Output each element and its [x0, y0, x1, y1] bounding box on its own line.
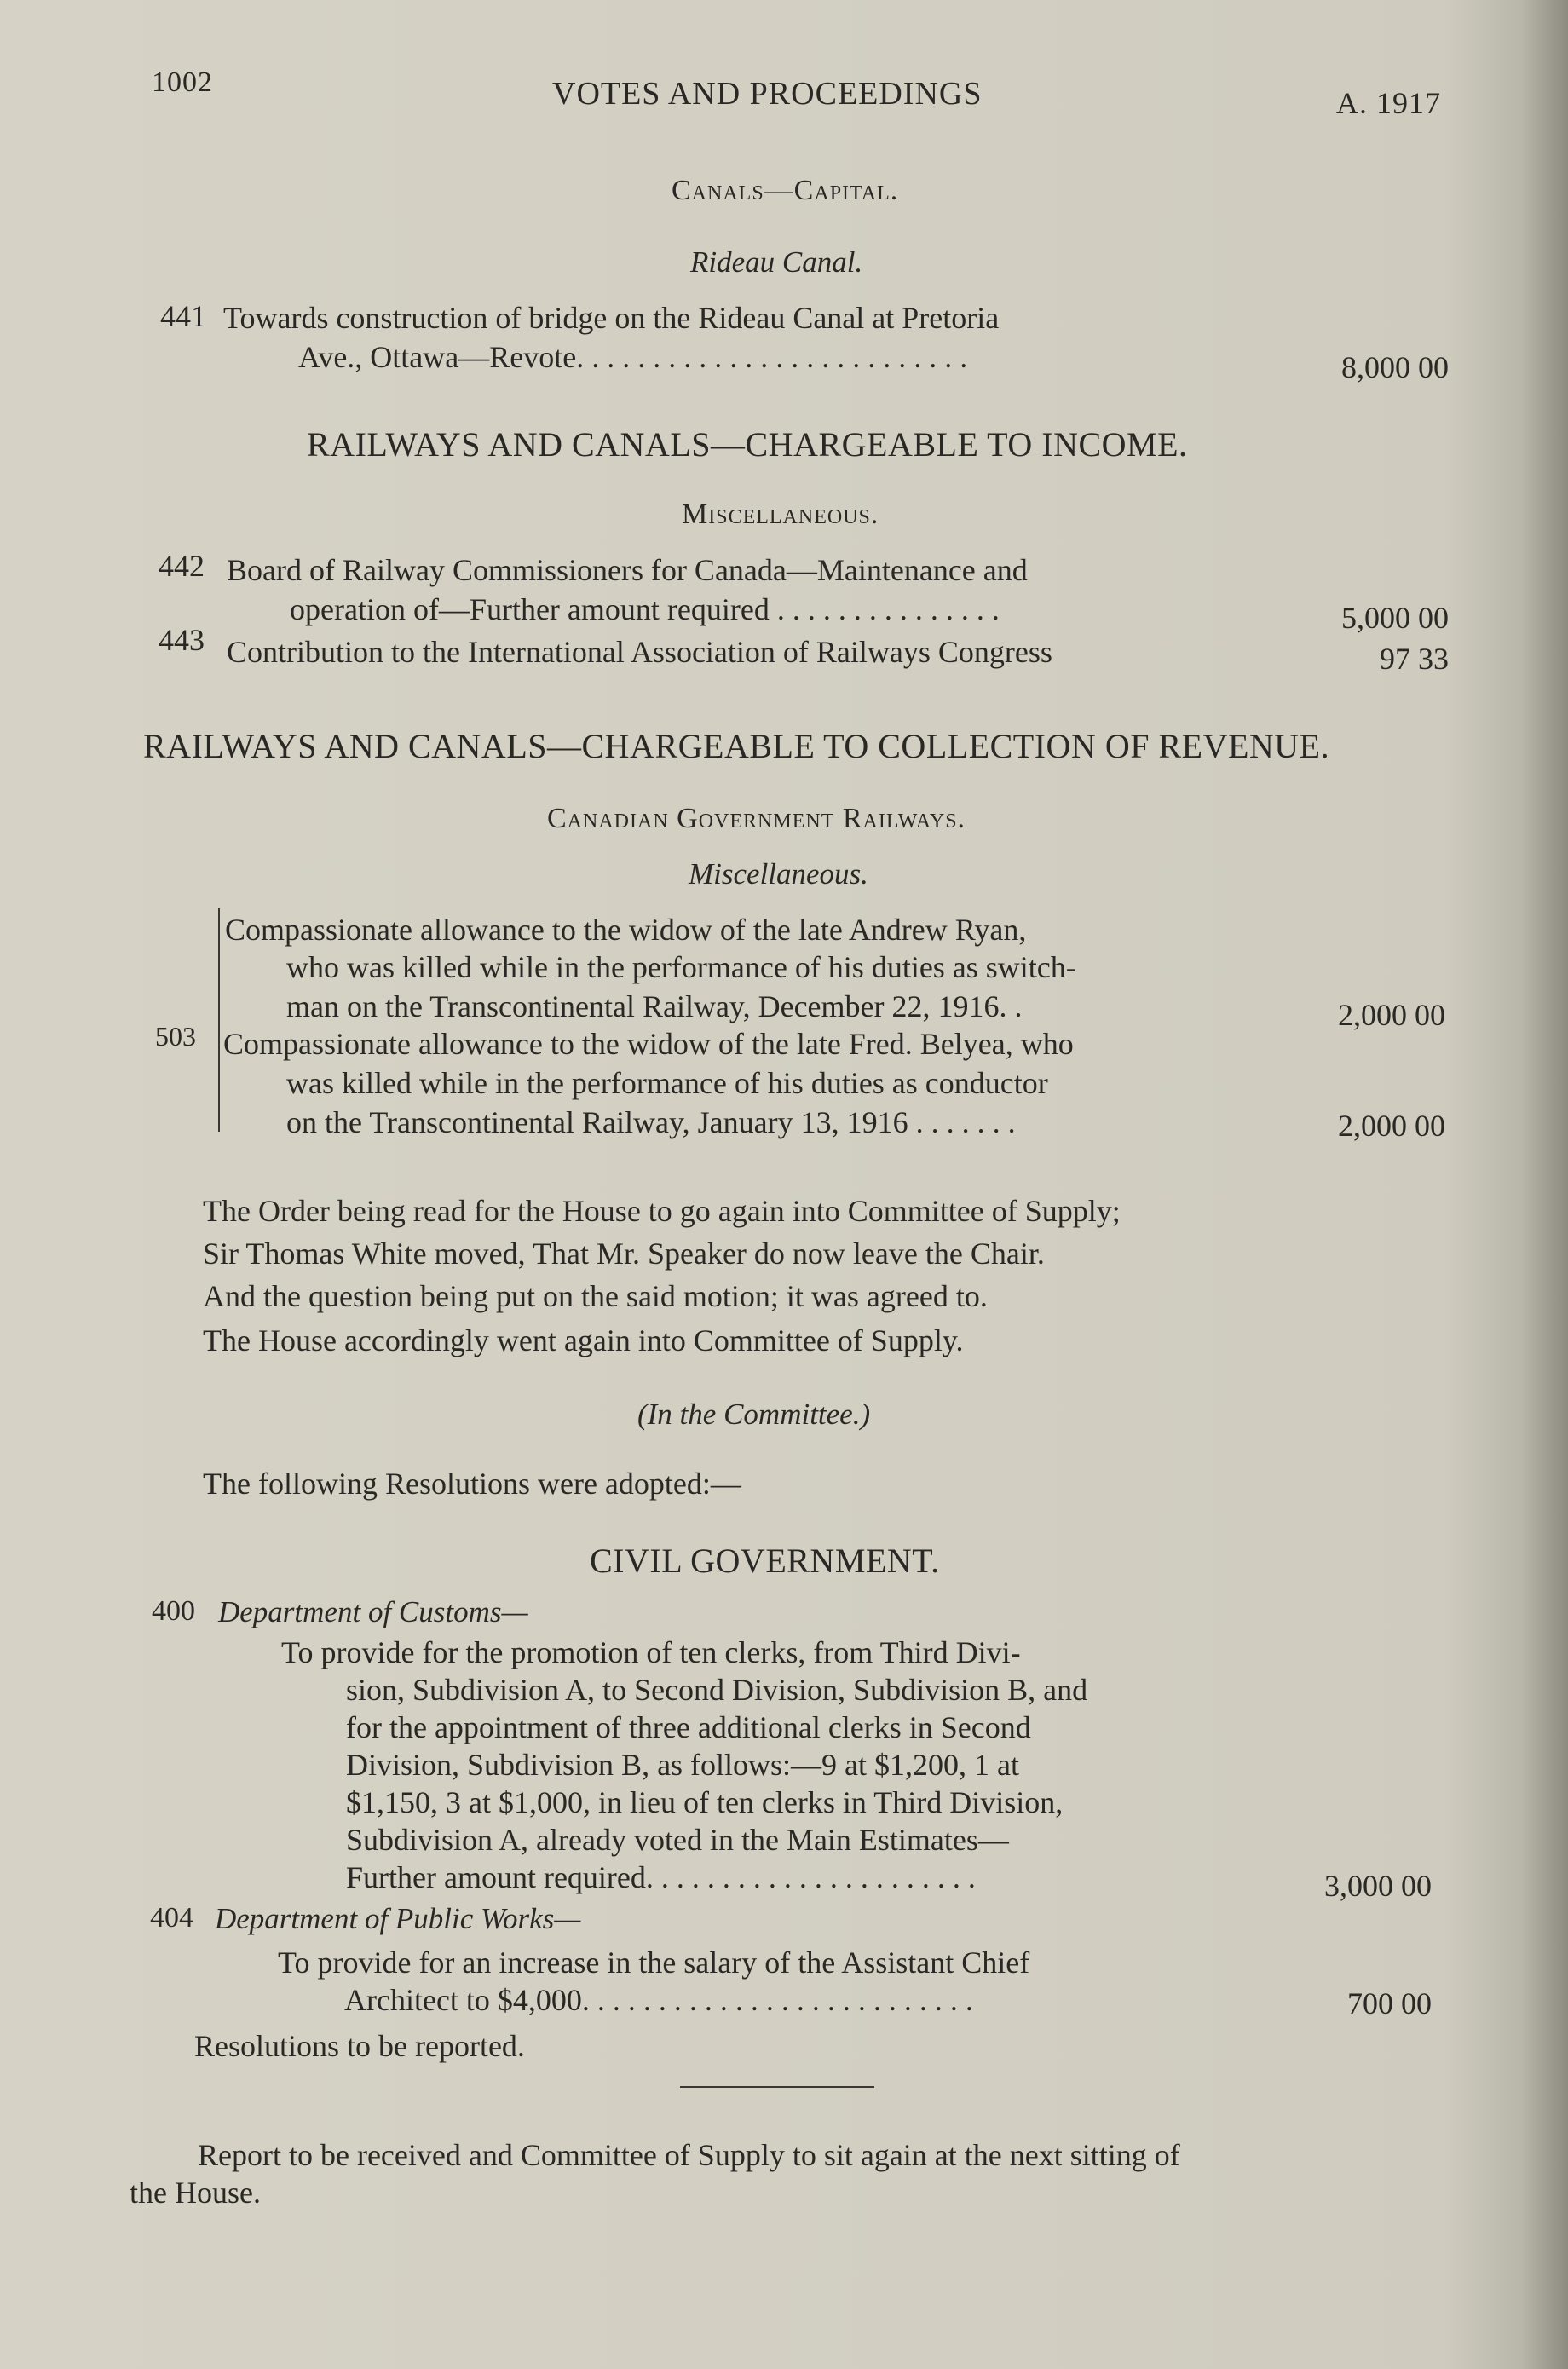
section-heading-canals-capital: Canals—Capital. [672, 175, 899, 206]
page-number: 1002 [152, 66, 213, 98]
item-number: 404 [150, 1902, 193, 1934]
item-line: Contribution to the International Association of Railways Congress [227, 635, 1052, 669]
resolutions-intro: The following Resolutions were adopted:— [203, 1467, 741, 1501]
item-amount: 2,000 00 [1338, 1109, 1445, 1143]
item-amount: 5,000 00 [1341, 601, 1449, 635]
subheading-rideau-canal: Rideau Canal. [690, 245, 863, 279]
page-title: VOTES AND PROCEEDINGS [552, 76, 983, 112]
page-year: A. 1917 [1336, 86, 1441, 120]
section-heading-collection-revenue: RAILWAYS AND CANALS—CHARGEABLE TO COLLECTION OF REVENUE. [143, 727, 1330, 765]
item-amount: 8,000 00 [1341, 350, 1449, 384]
item-line: Architect to $4,000. . . . . . . . . . . . . . . . . . . . . . . . . . [344, 1983, 973, 2017]
item-line: To provide for an increase in the salary of the Assistant Chief [278, 1945, 1030, 1980]
item-line: on the Transcontinental Railway, January 13, 1916 . . . . . . . [286, 1105, 1016, 1139]
item-brace [218, 908, 220, 1132]
proceedings-line: The House accordingly went again into Committee of Supply. [203, 1323, 964, 1357]
resolutions-closing: Resolutions to be reported. [194, 2029, 525, 2063]
item-line: Compassionate allowance to the widow of the late Andrew Ryan, [225, 913, 1027, 947]
item-line: for the appointment of three additional clerks in Second [346, 1710, 1031, 1744]
item-line: Division, Subdivision B, as follows:—9 at $1,200, 1 at [346, 1748, 1020, 1782]
item-amount: 2,000 00 [1338, 998, 1445, 1032]
footer-line: Report to be received and Committee of Supply to sit again at the next sitting of [198, 2138, 1180, 2172]
subheading-canadian-government-railways: Canadian Government Railways. [547, 803, 966, 834]
proceedings-line: And the question being put on the said motion; it was agreed to. [203, 1279, 988, 1313]
section-divider [680, 2086, 874, 2088]
section-heading-civil-government: CIVIL GOVERNMENT. [590, 1542, 940, 1580]
subheading-miscellaneous: Miscellaneous. [682, 499, 879, 530]
item-line: was killed while in the performance of his duties as conductor [286, 1066, 1048, 1100]
item-line: Board of Railway Commissioners for Canada—Maintenance and [227, 553, 1028, 587]
item-line: who was killed while in the performance of his duties as switch- [286, 950, 1076, 984]
item-line: man on the Transcontinental Railway, December 22, 1916. . [286, 989, 1023, 1023]
item-number: 443 [159, 623, 205, 657]
item-amount: 3,000 00 [1324, 1869, 1432, 1903]
department-name: Department of Public Works— [215, 1902, 581, 1935]
proceedings-line: Sir Thomas White moved, That Mr. Speaker do now leave the Chair. [203, 1236, 1045, 1271]
group-number: 503 [155, 1021, 196, 1052]
item-line: operation of—Further amount required . . . . . . . . . . . . . . . [290, 592, 1000, 626]
item-line: $1,150, 3 at $1,000, in lieu of ten clerks in Third Division, [346, 1785, 1064, 1819]
item-amount: 700 00 [1347, 1986, 1432, 2020]
department-name: Department of Customs— [218, 1595, 528, 1628]
item-line: To provide for the promotion of ten clerks, from Third Divi- [281, 1635, 1021, 1669]
item-number: 400 [152, 1595, 195, 1627]
proceedings-line: The Order being read for the House to go again into Committee of Supply; [203, 1194, 1121, 1228]
item-amount: 97 33 [1380, 642, 1449, 676]
footer-line: the House. [130, 2176, 261, 2210]
item-line: sion, Subdivision A, to Second Division, Subdivision B, and [346, 1673, 1088, 1707]
item-line: Compassionate allowance to the widow of the late Fred. Belyea, who [223, 1027, 1074, 1061]
item-number: 442 [159, 549, 205, 583]
subsubheading-miscellaneous: Miscellaneous. [689, 857, 868, 891]
item-line: Subdivision A, already voted in the Main Estimates— [346, 1823, 1009, 1857]
item-line: Ave., Ottawa—Revote. . . . . . . . . . . . . . . . . . . . . . . . . . [298, 340, 968, 374]
committee-note: (In the Committee.) [637, 1398, 871, 1431]
item-number: 441 [160, 299, 206, 333]
item-line: Towards construction of bridge on the Rideau Canal at Pretoria [223, 301, 1000, 335]
item-line: Further amount required. . . . . . . . . . . . . . . . . . . . . . [346, 1860, 976, 1894]
section-heading-chargeable-income: RAILWAYS AND CANALS—CHARGEABLE TO INCOME. [307, 425, 1188, 464]
